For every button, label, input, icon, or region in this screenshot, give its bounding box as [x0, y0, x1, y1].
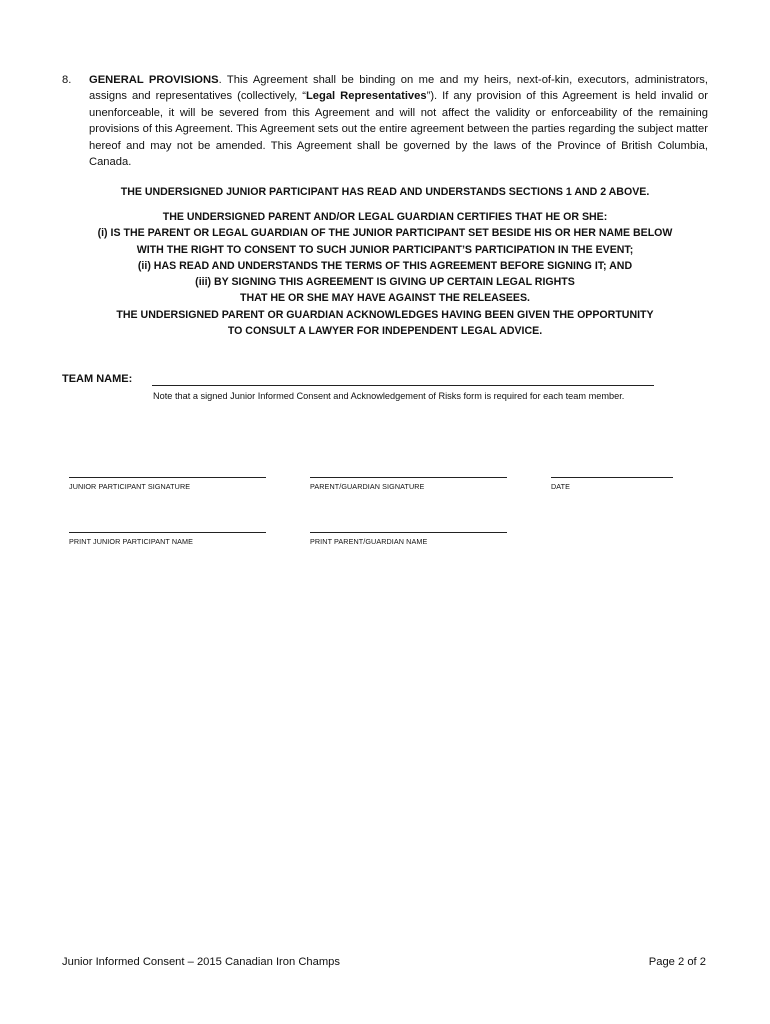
team-name-field[interactable] — [152, 385, 654, 386]
signature-line — [310, 532, 507, 533]
defined-term: Legal Representatives — [305, 90, 427, 103]
parent-cert-line: THAT HE OR SHE MAY HAVE AGAINST THE RELEASEES. — [240, 292, 530, 305]
parent-cert-line: THE UNDERSIGNED PARENT OR GUARDIAN ACKNOWLEDGES HAVING BEEN GIVEN THE OPPORTUNITY — [116, 308, 654, 321]
section-general-provisions — [62, 72, 708, 170]
date-field[interactable] — [551, 477, 673, 491]
parent-cert-line: TO CONSULT A LAWYER FOR INDEPENDENT LEGAL ADVICE. — [227, 325, 543, 338]
junior-print-name-label: PRINT JUNIOR PARTICIPANT NAME — [69, 537, 194, 546]
section-heading: GENERAL PROVISIONS — [89, 74, 219, 86]
junior-ack-text: THE UNDERSIGNED JUNIOR PARTICIPANT HAS READ AND UNDERSTANDS SECTIONS 1 AND 2 ABOVE. — [120, 186, 650, 198]
signature-line — [69, 532, 266, 533]
footer-document-title: Junior Informed Consent – 2015 Canadian Iron Champs — [62, 956, 340, 968]
parent-signature-label: PARENT/GUARDIAN SIGNATURE — [310, 482, 425, 491]
parent-cert-line: (ii) HAS READ AND UNDERSTANDS THE TERMS OF THIS AGREEMENT BEFORE SIGNING IT; AND — [137, 259, 633, 272]
date-label: DATE — [551, 482, 571, 491]
parent-signature-field[interactable] — [310, 477, 507, 491]
parent-print-name-field[interactable] — [310, 532, 507, 546]
parent-cert-line: (i) IS THE PARENT OR LEGAL GUARDIAN OF THE JUNIOR PARTICIPANT SET BESIDE HIS OR HER NAME BELOW — [97, 227, 673, 240]
junior-acknowledgement — [60, 184, 710, 200]
parent-cert-line: (iii) BY SIGNING THIS AGREEMENT IS GIVING UP CERTAIN LEGAL RIGHTS — [195, 276, 575, 289]
footer-page-number: Page 2 of 2 — [648, 956, 706, 968]
signature-line — [551, 477, 673, 478]
parent-cert-line: WITH THE RIGHT TO CONSENT TO SUCH JUNIOR PARTICIPANT’S PARTICIPATION IN THE EVENT; — [136, 243, 634, 256]
team-name-note: Note that a signed Junior Informed Consent and Acknowledgement of Risks form is required for each team member. — [153, 391, 625, 401]
parent-certification — [60, 209, 710, 339]
section-text-part2: ”). If any provision of this Agreement is held invalid or unenforceable, it will be severed from this Agreement and will not affect the validity or enforceability of the remaining provisions of this Agreement. This Agreement sets out the entire agreement between the parties regarding the subject matter hereof and may not be amended. This Agreement shall be governed by the laws of the Province of British Columbia, Canada. — [89, 90, 708, 169]
signature-line — [69, 477, 266, 478]
junior-signature-label: JUNIOR PARTICIPANT SIGNATURE — [69, 482, 191, 491]
junior-print-name-field[interactable] — [69, 532, 266, 546]
section-text-part1: . This Agreement shall be binding on me and my heirs, next-of-kin, executors, administrators, assigns and representatives (collectively, “ — [89, 74, 709, 103]
section-body — [89, 72, 708, 170]
signature-line — [310, 477, 507, 478]
section-number: 8. — [62, 74, 72, 86]
team-name-label: TEAM NAME: — [62, 373, 133, 385]
junior-signature-field[interactable] — [69, 477, 266, 491]
parent-cert-line: THE UNDERSIGNED PARENT AND/OR LEGAL GUARDIAN CERTIFIES THAT HE OR SHE: — [162, 211, 608, 223]
parent-print-name-label: PRINT PARENT/GUARDIAN NAME — [310, 537, 428, 546]
